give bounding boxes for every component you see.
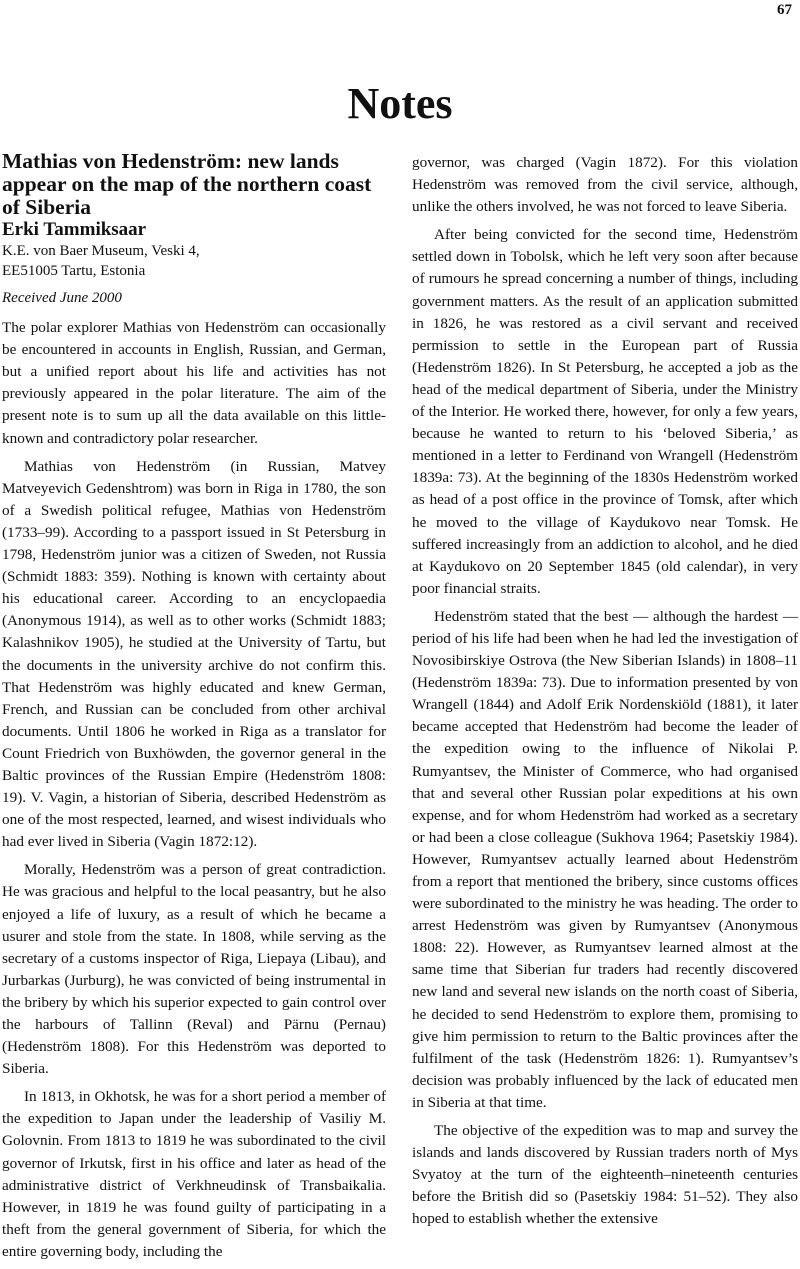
- left-column: [2, 150, 386, 1269]
- body-paragraph: The objective of the expedition was to map and survey the islands and lands discovered by Russian traders north of Mys Svyatoy at the turn of the eighteenth–nineteenth centuries before the British did so (Pasetskiy 1984: 51–52). They also hoped to establish whether the extensive: [412, 1122, 798, 1228]
- body-paragraph: The polar explorer Mathias von Hedenström can occasionally be encountered in accounts in English, Russian, and German, but a unified report about his life and activities has not previously appeared in the polar literature. The aim of the present note is to sum up all the data available on this little-known and contradictory polar researcher.: [2, 319, 386, 447]
- body-paragraph: Hedenström stated that the best — although the hardest — period of his life had been when he had led the investigation of Novosibirskiye Ostrova (the New Siberian Islands) in 1808–11 (Hedenström 1839a: 73). Due to information presented by von Wrangell (1844) and Adolf Erik Nordenskiöld (1881), it later became accepted that Hedenström had become the leader of the expedition owing to the influence of Nikolai P. Rumyantsev, the Minister of Commerce, who had organised that and several other Russian polar expeditions at his own expense, and for whom Hedenström had worked as a secretary or had been a close colleague (Sukhova 1964; Pasetskiy 1984). However, Rumyantsev actually learned about Hedenström from a report that mentioned the bribery, since customs offices were subordinated to the ministry he was heading. The order to arrest Hedenström was given by Rumyantsev (Anonymous 1808: 22). However, as Rumyantsev learned almost at the same time that Siberian fur traders had recently discovered new land and several new islands on the north coast of Siberia, he decided to send Hedenström to explore them, promising to give him permission to return to the Baltic provinces after the fulfilment of the task (Hedenström 1826: 1). Rumyantsev’s decision was probably influenced by the lack of educated men in Siberia at that time.: [412, 607, 798, 1111]
- author-affiliation-line-2: EE51005 Tartu, Estonia: [2, 263, 146, 279]
- body-paragraph: Morally, Hedenström was a person of great contradiction. He was gracious and helpful to the local peasantry, but he also enjoyed a life of luxury, as a result of which he became a usurer and stole from the state. In 1808, while serving as the secretary of a customs inspector of Riga, Liepaya (Libau), and Jurbarkas (Jurburg), he was convicted of being instrumental in the bribery by which his superior expected to gain control over the harbours of Tallinn (Reval) and Pärnu (Pernau) (Hedenström 1808). For this Hedenström was deported to Siberia.: [2, 861, 386, 1078]
- body-paragraph: Mathias von Hedenström (in Russian, Matvey Matveyevich Gedenshtrom) was born in Riga in 1780, the son of a Swedish political refugee, Mathias von Hedenström (1733–99). According to a passport issued in St Petersburg in 1798, Hedenström junior was a citizen of Sweden, not Russia (Schmidt 1883: 359). Nothing is known with certainty about his educational career. According to an encyclopaedia (Anonymous 1914), as well as to other works (Schmidt 1883; Kalashnikov 1905), he studied at the University of Tartu, but the documents in the university archive do not confirm this. That Hedenström was highly educated and knew German, French, and Russian can be concluded from other archival documents. Until 1806 he worked in Riga as a translator for Count Friedrich von Buxhöwden, the governor general in the Baltic provinces of the Russian Empire (Hedenström 1808: 19). V. Vagin, a historian of Siberia, described Hedenström as one of the most respected, learned, and wisest individuals who had ever lived in Siberia (Vagin 1872:12).: [2, 457, 386, 851]
- body-paragraph: After being convicted for the second time, Hedenström settled down in Tobolsk, which he left very soon after because of rumours he spread concerning a number of things, including government matters. As the result of an application submitted in 1826, he was restored as a civil servant and received permission to settle in the European part of Russia (Hedenström 1826). In St Petersburg, he accepted a job as the head of the medical department of Siberia, under the Ministry of the Interior. He worked there, however, for only a few years, because he wanted to return to his ‘beloved Siberia,’ as mentioned in a letter to Ferdinand von Wrangell (Hedenström 1839a: 73). At the beginning of the 1830s Hedenström worked as head of a post office in the province of Tomsk, after which he moved to the village of Kaydukovo near Tomsk. He suffered increasingly from an addiction to alcohol, and he died at Kaydukovo on 20 September 1845 (old calendar), in very poor financial straits.: [412, 226, 798, 597]
- page-number: 67: [777, 2, 792, 18]
- author-affiliation-line-1: K.E. von Baer Museum, Veski 4,: [2, 243, 200, 259]
- received-date: Received June 2000: [2, 290, 122, 306]
- article-title: Mathias von Hedenström: new lands appear on the map of the northern coast of Siberia: [2, 149, 372, 219]
- body-paragraph: In 1813, in Okhotsk, he was for a short period a member of the expedition to Japan under the leadership of Vasiliy M. Golovnin. From 1813 to 1819 he was subordinated to the civil governor of Irkutsk, first in his office and later as head of the administrative district of Verkhneudinsk of Transbaikalia. However, in 1819 he was found guilty of participating in a theft from the general government of Siberia, for which the entire governing body, including the: [2, 1088, 386, 1260]
- article-author: Erki Tammiksaar: [2, 219, 147, 240]
- section-heading: Notes: [347, 79, 453, 128]
- right-column: [412, 152, 798, 1237]
- body-paragraph: governor, was charged (Vagin 1872). For this violation Hedenström was removed from the civil service, although, unlike the others involved, he was not forced to leave Siberia.: [412, 154, 798, 216]
